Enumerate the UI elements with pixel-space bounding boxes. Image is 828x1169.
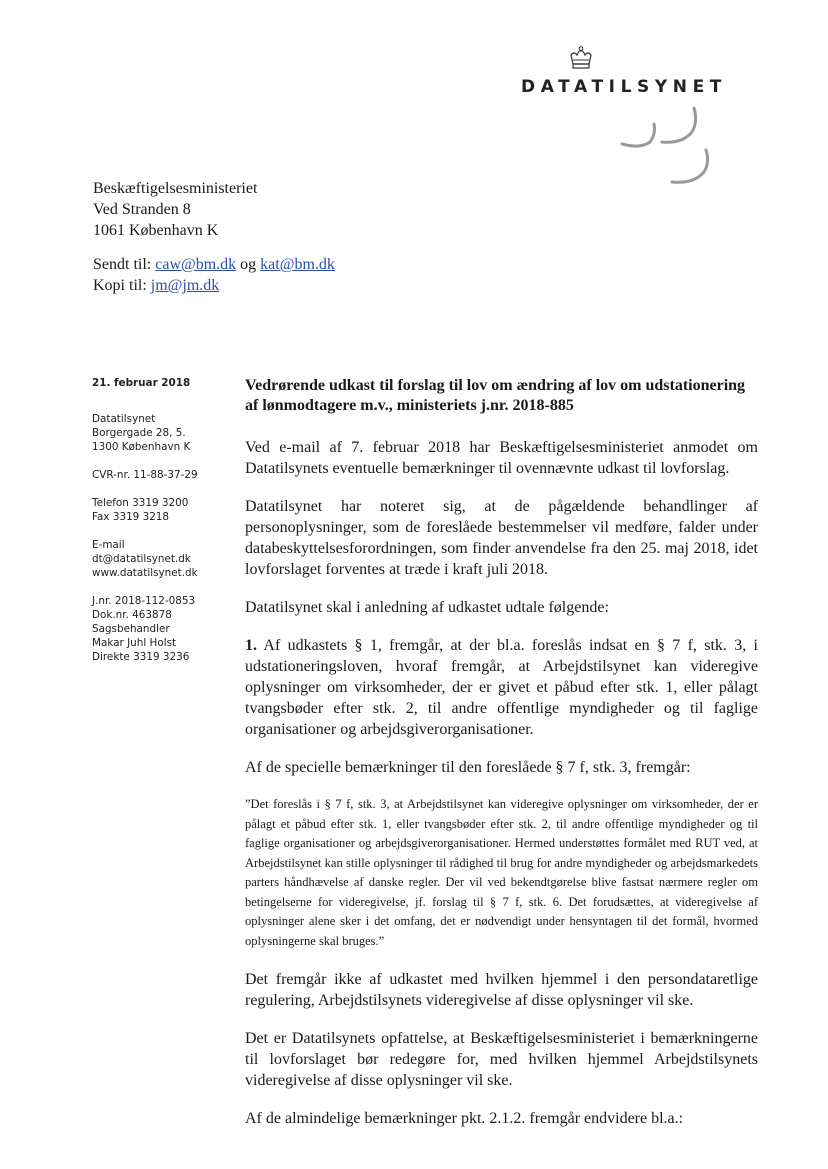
sender-fax: Fax 3319 3218 [92,511,170,523]
recipient-name: Beskæftigelsesministeriet [93,180,258,197]
sender-sidebar [92,376,227,678]
copy-to-label: Kopi til: [93,277,147,294]
section-number: 1. [245,637,257,654]
sender-address [92,412,227,454]
case-handler: Makar Juhl Holst [92,637,177,649]
paragraph-4-text: Af udkastets § 1, fremgår, at der bl.a. foreslås indsat en § 7 f, stk. 3, i udstationeringsloven, hvoraf fremgår, at Arbejdstilsynet kan videregive oplysninger om virksomheder, der er givet et påbud efter stk. 1, eller pålagt tvangsbøder efter stk. 2, til andre offentlige myndigheder og til faglige organisationer og arbejdsgiverorganisationer. [245,637,758,738]
email-link-jm[interactable]: jm@jm.dk [150,277,220,294]
sender-contact-online [92,538,227,580]
sent-to-line [93,254,335,275]
paragraph-2: Datatilsynet har noteret sig, at de pågældende behandlinger af personoplysninger, som de foreslåede bestemmelser vil medføre, falder under databeskyttelsesforordningen, som finder anvendelse fra den 25. maj 2018, idet lovforslaget forventes at træde i kraft juli 2018. [245,498,758,578]
copy-to-line [93,275,335,296]
paragraph-5: Af de specielle bemærkninger til den foreslåede § 7 f, stk. 3, fremgår: [245,759,691,776]
sender-email-label: E-mail [92,539,125,551]
sender-org: Datatilsynet [92,413,156,425]
letter-body [245,376,758,1146]
paragraph-1: Ved e-mail af 7. februar 2018 har Beskæftigelsesministeriet anmodet om Datatilsynets eventuelle bemærkninger til ovennævnte udkast til lovforslag. [245,439,758,477]
block-quote: ”Det foreslås i § 7 f, stk. 3, at Arbejdstilsynet kan videregive oplysninger om virksomheder, der er pålagt et påbud efter stk. 1, eller tvangsbøder efter stk. 2, til andre offentlige myndigheder og til faglige organisationer og arbejdsgiverorganisationer. Hermed understøttes formålet med RUT ved, at Arbejdstilsynet kan stille oplysninger til rådighed til brug for andre myndigheder og arbejdsmarkedets parters håndhævelse af danske regler. Der vil ved bekendtgørelse blive fastsat nærmere regler om betingelserne for videregivelse, jf. forslag til § 7 f, stk. 6. Det forudsættes, at videregivelse af oplysninger alene sker i det omfang, det er nødvendigt under hensyntagen til det formål, hvormed oplysningerne skal bruges.” [245,797,758,948]
paragraph-6: Det fremgår ikke af udkastet med hvilken hjemmel i den persondataretlige regulering, Arbejdstilsynets videregivelse af disse oplysninger vil ske. [245,971,758,1009]
paragraph-8: Af de almindelige bemærkninger pkt. 2.1.2. fremgår endvidere bl.a.: [245,1110,684,1127]
sender-email: dt@datatilsynet.dk [92,553,191,565]
case-direct-phone: Direkte 3319 3236 [92,651,190,663]
paragraph-7: Det er Datatilsynets opfattelse, at Beskæftigelsesministeriet i bemærkningerne til lovforslaget bør redegøre for, med hvilken hjemmel Arbejdstilsynets videregivelse af disse oplysninger vil ske. [245,1030,758,1089]
case-info [92,594,227,664]
sent-to-label: Sendt til: [93,256,152,273]
case-doknr: Dok.nr. 463878 [92,609,172,621]
signature-mark [612,102,724,188]
sender-city: 1300 København K [92,441,191,453]
paragraph-3: Datatilsynet skal i anledning af udkastet udtale følgende: [245,599,609,616]
recipient-city: 1061 København K [93,222,219,239]
sent-to-joiner: og [240,256,257,273]
case-handler-label: Sagsbehandler [92,623,170,635]
paragraph-4 [245,635,758,740]
sender-cvr: CVR-nr. 11-88-37-29 [92,469,198,481]
letter-date: 21. februar 2018 [92,377,191,389]
email-link-kat[interactable]: kat@bm.dk [260,256,335,273]
sent-to-block [93,254,335,296]
org-logo-text: DATATILSYNET [521,77,728,97]
sender-phone: Telefon 3319 3200 [92,497,189,509]
sender-street: Borgergade 28, 5. [92,427,186,439]
case-jnr: J.nr. 2018-112-0853 [92,595,196,607]
recipient-address [93,178,257,241]
email-link-caw[interactable]: caw@bm.dk [155,256,237,273]
recipient-street: Ved Stranden 8 [93,201,191,218]
sender-web: www.datatilsynet.dk [92,567,198,579]
sender-contact-phone [92,496,227,524]
letter-heading: Vedrørende udkast til forslag til lov om ændring af lov om udstationering af lønmodtagere m.v., ministeriets j.nr. 2018-885 [245,377,746,414]
crown-logo-icon [568,46,594,70]
